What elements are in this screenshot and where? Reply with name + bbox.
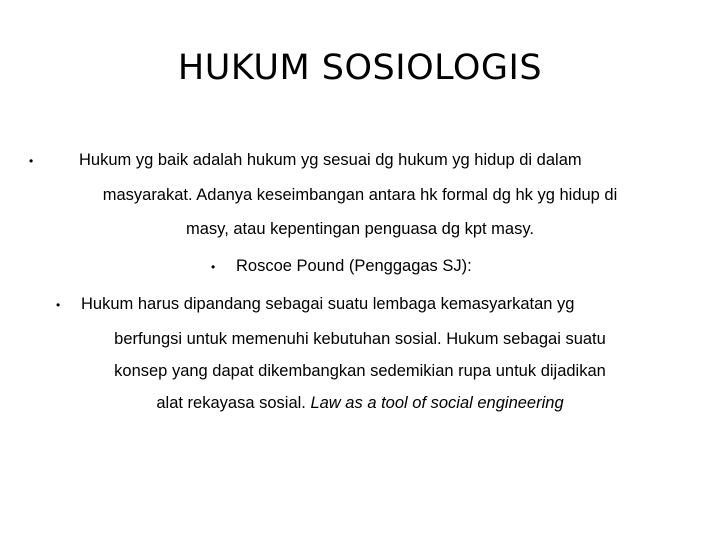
paragraph-1-line-1: Hukum yg baik adalah hukum yg sesuai dg hukum yg hidup di dalam [79,151,582,169]
paragraph-2-line-2: berfungsi untuk memenuhi kebutuhan sosial. Hukum sebagai suatu [114,330,606,348]
bullet-marker: • [56,298,61,312]
paragraph-2-line-4-plain: alat rekayasa sosial. [156,394,311,412]
paragraph-2-line-3: konsep yang dapat dikembangkan sedemikian rupa untuk dijadikan [114,362,606,380]
paragraph-2-line-1: Hukum harus dipandang sebagai suatu lembaga kemasyarkatan yg [81,295,575,313]
bullet-marker: • [211,260,216,274]
paragraph-1-line-2: masyarakat. Adanya keseimbangan antara hk formal dg hk yg hidup di [102,186,618,204]
paragraph-1-line-3: masy, atau kepentingan penguasa dg kpt masy. [186,220,534,238]
paragraph-2-line-4-italic: Law as a tool of social engineering [310,394,564,412]
bullet-marker: • [29,154,34,168]
subheading-roscoe-pound: Roscoe Pound (Penggagas SJ): [236,257,472,275]
paragraph-2-line-4 [0,393,720,413]
slide-title: HUKUM SOSIOLOGIS [177,48,543,88]
